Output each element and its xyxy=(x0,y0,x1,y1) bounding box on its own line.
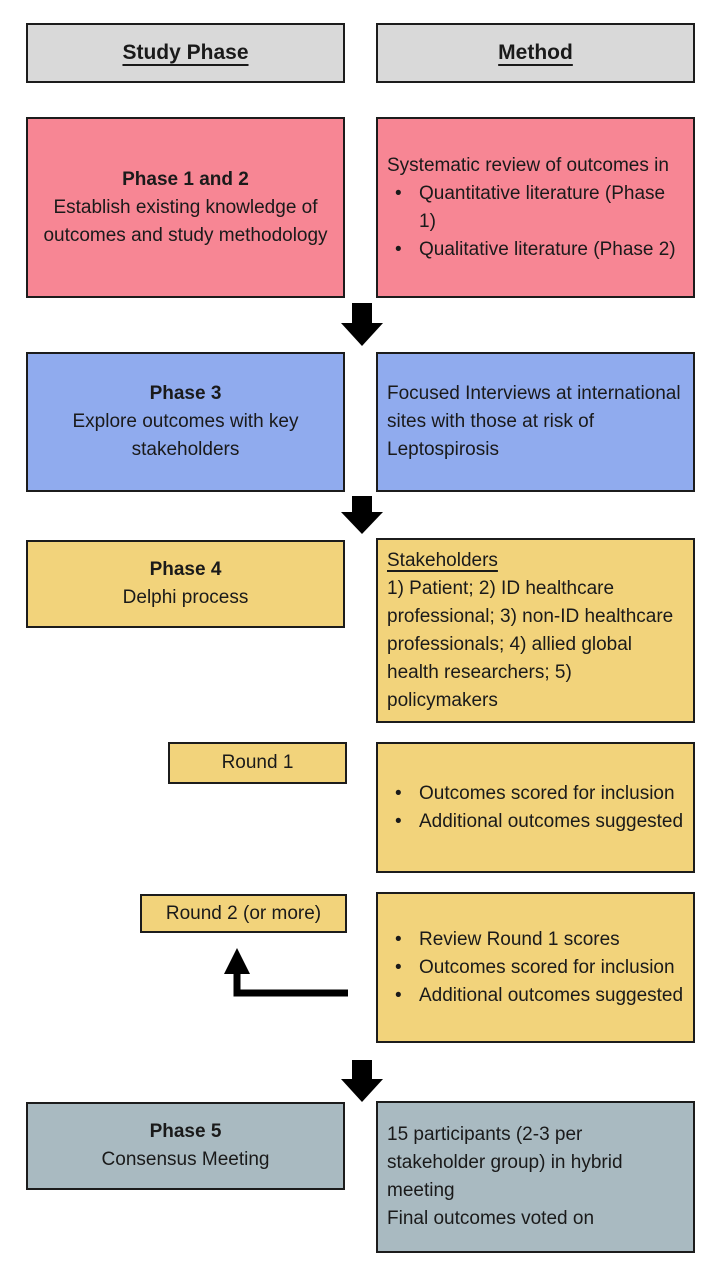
bullet-item: • Outcomes scored for inclusion xyxy=(393,780,683,808)
bullet-item: • Additional outcomes suggested xyxy=(393,808,683,836)
phase12-method-bullets xyxy=(387,180,684,264)
bullet-item: • Qualitative literature (Phase 2) xyxy=(393,236,684,264)
phase5-method-line2: Final outcomes voted on xyxy=(387,1208,595,1229)
phase3-method-box xyxy=(376,352,695,492)
phase5-desc: Consensus Meeting xyxy=(101,1149,270,1170)
phase12-desc: Establish existing knowledge of outcomes and study methodology xyxy=(43,196,328,246)
round1-label-box xyxy=(168,742,347,784)
phase4-box xyxy=(26,540,345,628)
bullet-item: • Quantitative literature (Phase 1) xyxy=(393,180,684,236)
phase12-method-intro: Systematic review of outcomes in xyxy=(387,154,669,176)
bullet-item: • Review Round 1 scores xyxy=(393,926,683,954)
phase5-method-box xyxy=(376,1101,695,1253)
phase3-title: Phase 3 xyxy=(149,383,222,404)
stakeholders-heading: Stakeholders xyxy=(387,549,498,571)
header-study-phase-label: Study Phase xyxy=(122,41,249,64)
round2-label-box xyxy=(140,894,347,933)
phase5-method-line1: 15 participants (2-3 per stakeholder group) in hybrid meeting xyxy=(387,1124,623,1201)
phase12-method-box xyxy=(376,117,695,298)
phase12-box xyxy=(26,117,345,298)
round1-method-box xyxy=(376,742,695,873)
phase4-desc: Delphi process xyxy=(122,587,249,608)
phase12-title: Phase 1 and 2 xyxy=(122,168,249,190)
round1-bullets xyxy=(387,780,683,836)
down-arrow-icon xyxy=(339,1060,385,1102)
round2-label: Round 2 (or more) xyxy=(165,902,322,924)
round2-bullets xyxy=(387,926,683,1010)
bullet-item: • Additional outcomes suggested xyxy=(393,982,683,1010)
phase3-method-text: Focused Interviews at international sites with those at risk of Leptospirosis xyxy=(387,383,681,460)
phase4-title: Phase 4 xyxy=(149,559,222,580)
stakeholders-list: 1) Patient; 2) ID healthcare professional; 3) non-ID healthcare professionals; 4) allied global health researchers; 5) policymakers xyxy=(387,577,674,711)
phase3-box xyxy=(26,352,345,492)
header-method-label: Method xyxy=(498,41,573,64)
header-method-box xyxy=(376,23,695,83)
down-arrow-icon xyxy=(339,303,385,346)
bullet-item: • Outcomes scored for inclusion xyxy=(393,954,683,982)
loop-back-arrow-icon xyxy=(220,946,355,1001)
phase5-box xyxy=(26,1102,345,1190)
phase3-desc: Explore outcomes with key stakeholders xyxy=(72,411,299,460)
round2-method-box xyxy=(376,892,695,1043)
phase5-title: Phase 5 xyxy=(149,1121,222,1142)
round1-label: Round 1 xyxy=(221,752,294,773)
header-study-phase-box xyxy=(26,23,345,83)
down-arrow-icon xyxy=(339,496,385,534)
phase4-stakeholders-box xyxy=(376,538,695,723)
